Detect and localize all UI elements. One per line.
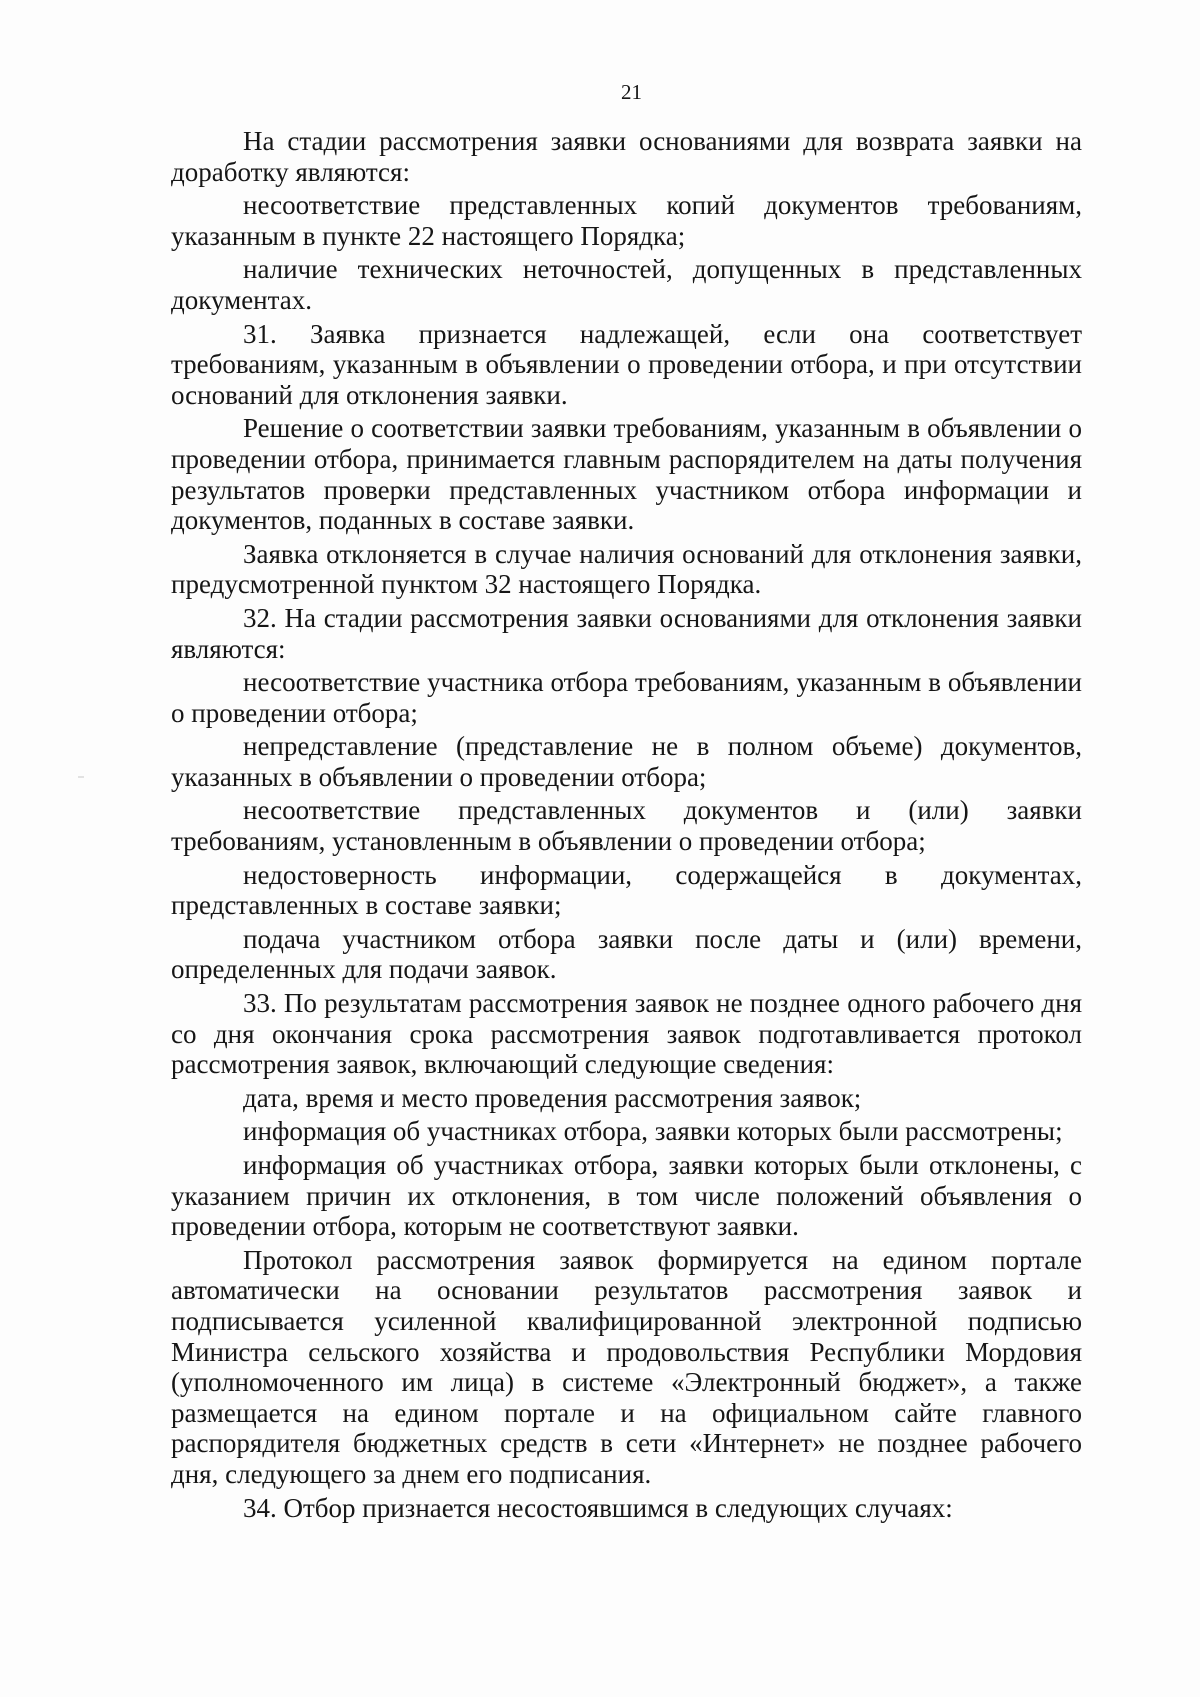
paragraph-date-time-place: дата, время и место проведения рассмотрения заявок; [243,1082,862,1113]
paragraph-rejected-participants: информация об участниках отбора, заявки которых были отклонены, с указанием причин их отклонения, в том числе положений объявления о проведении отбора, которым не соответствуют заявки. [171,1150,1082,1242]
paragraph-unreliable-info: недостоверность информации, содержащейся в документах, представленных в составе заявки; [171,859,1082,921]
paragraph-protocol-formation: Протокол рассмотрения заявок формируется на едином портале автоматически на основании результатов рассмотрения заявок и подписывается усиленной квалифицированной электронной подписью Министра сельского хозяйства и продовольствия Республики Мордовия (уполномоченного им лица) в системе «Электронный бюджет», а также размещается на едином портале и на официальном сайте главного распорядителя бюджетных средств в сети «Интернет» не позднее рабочего дня, следующего за днем его подписания. [171,1244,1082,1489]
paragraph-copies-mismatch: несоответствие представленных копий документов требованиям, указанным в пункте 22 настоящего Порядка; [171,190,1082,251]
scan-artifact [78,776,84,778]
paragraph-return-grounds-intro: На стадии рассмотрения заявки основаниями для возврата заявки на доработку являются: [171,126,1082,187]
paragraph-item-33: 33. По результатам рассмотрения заявок не позднее одного рабочего дня со дня окончания срока рассмотрения заявок подготавливается протокол рассмотрения заявок, включающий следующие сведения: [171,988,1082,1080]
paragraph-non-submission: непредставление (представление не в полном объеме) документов, указанных в объявлении о проведении отбора; [171,731,1082,792]
paragraph-documents-mismatch: несоответствие представленных документов и (или) заявки требованиям, установленным в объявлении о проведении отбора; [171,795,1082,857]
paragraph-item-31: 31. Заявка признается надлежащей, если она соответствует требованиям, указанным в объявлении о проведении отбора, и при отсутствии оснований для отклонения заявки. [171,318,1082,410]
paragraph-participant-mismatch: несоответствие участника отбора требованиям, указанным в объявлении о проведении отбора; [171,667,1082,728]
page-number: 21 [621,80,642,104]
paragraph-late-submission: подача участником отбора заявки после даты и (или) времени, определенных для подачи заявок. [171,923,1082,985]
paragraph-item-34: 34. Отбор признается несостоявшимся в следующих случаях: [243,1492,953,1523]
document-body [171,126,1082,1523]
paragraph-reviewed-participants: информация об участниках отбора, заявки которых были рассмотрены; [243,1116,1063,1147]
paragraph-item-32: 32. На стадии рассмотрения заявки основаниями для отклонения заявки являются: [171,602,1082,664]
paragraph-decision-compliance: Решение о соответствии заявки требованиям, указанным в объявлении о проведении отбора, принимается главным распорядителем на даты получения результатов проверки представленных участником отбора информации и документов, поданных в составе заявки. [171,413,1082,536]
paragraph-rejection-case: Заявка отклоняется в случае наличия оснований для отклонения заявки, предусмотренной пунктом 32 настоящего Порядка. [171,538,1082,600]
paragraph-technical-inaccuracies: наличие технических неточностей, допущенных в представленных документах. [171,254,1082,315]
